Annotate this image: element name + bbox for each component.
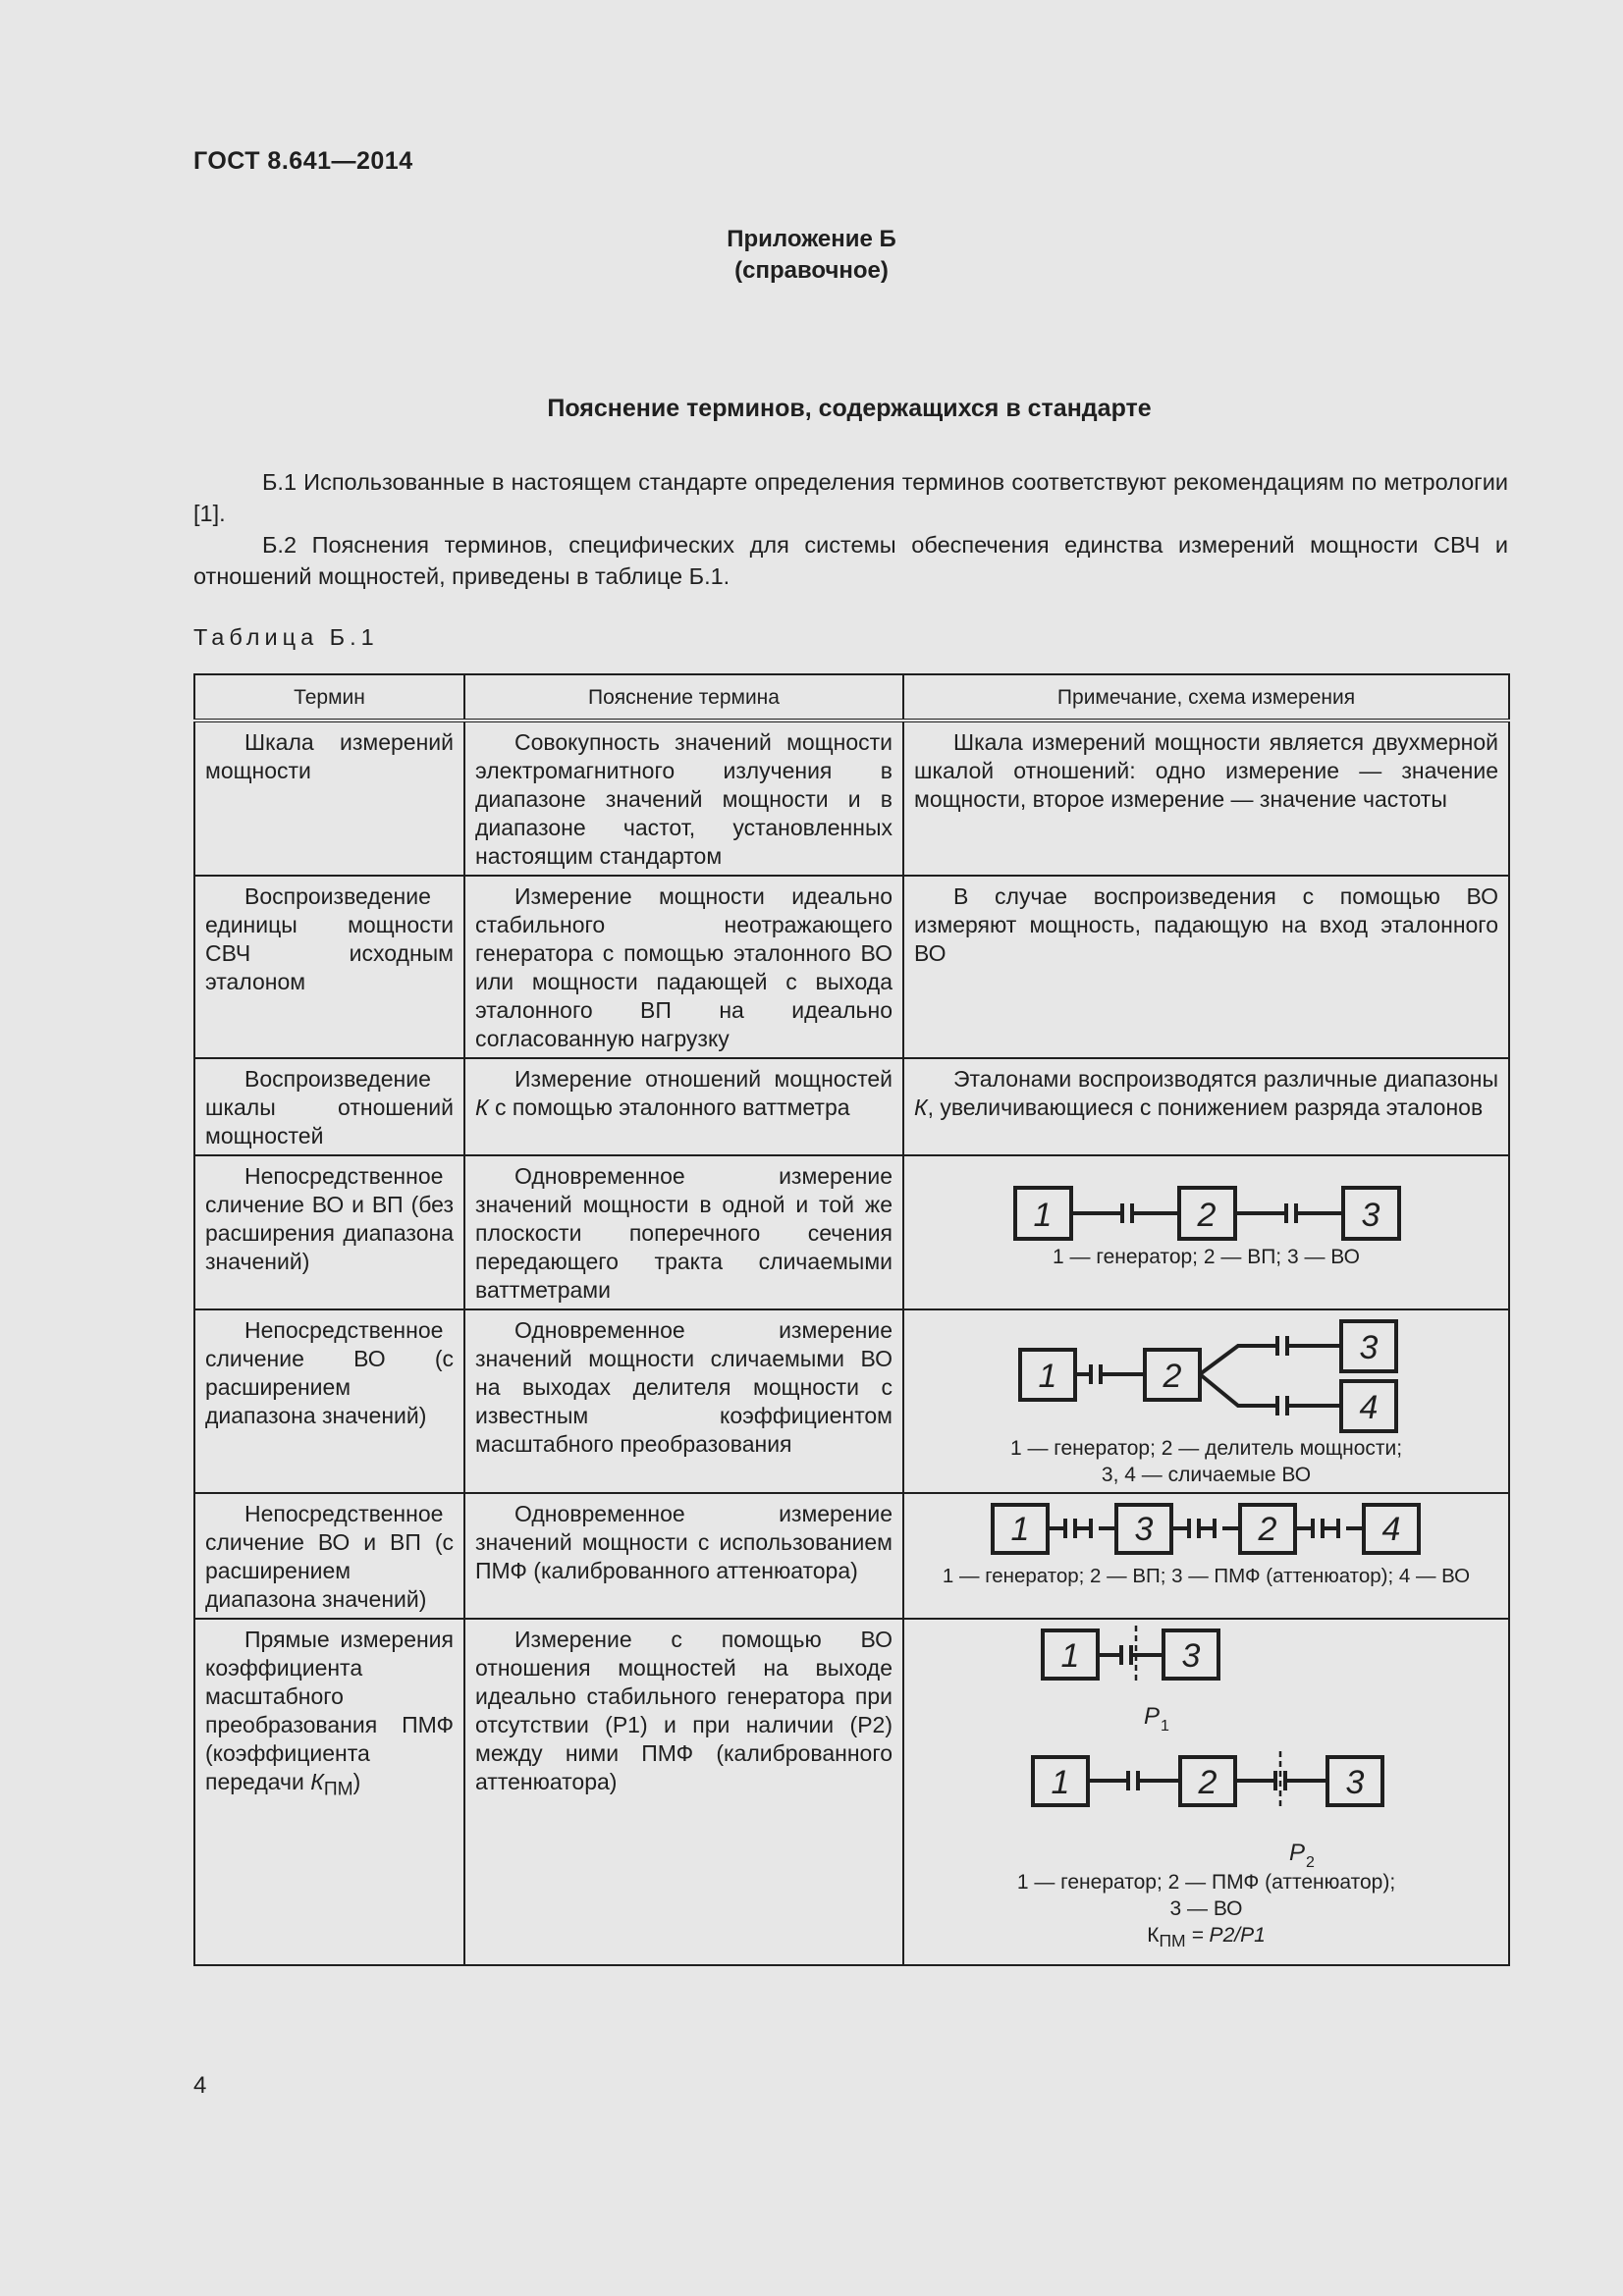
explanation-text: Совокупность значений мощности электромагнитного излучения в диапазоне значений мощности и в диапазоне частот, установленных настоящим стандартом [475,729,893,869]
explanation-text: Одновременное измерение значений мощности сличаемыми ВО на выходах делителя мощности с известным коэффициентом масштабного преобразования [475,1317,893,1457]
term-text: Шкала измерений мощности [205,729,454,783]
term-cell [194,1493,464,1619]
diagram-cell [903,1493,1509,1619]
paragraph-b2 [193,529,1508,592]
paragraph-b1 [193,466,1508,529]
box-label: 3 [1181,1637,1201,1675]
explanation-text: Одновременное измерение значений мощности с использованием ПМФ (калиброванного аттенюатора) [475,1501,893,1583]
terms-table [193,673,1510,1966]
term-text: Непосредственное сличение ВО (с расширением диапазона значений) [205,1317,454,1428]
box-label: 2 [1163,1358,1182,1395]
paragraph-b1-text: Б.1 Использованные в настоящем стандарте определения терминов соответствуют рекомендациям по метрологии [1]. [193,469,1508,526]
table-row [194,1309,1509,1493]
diagram-legend-line-2: 3 — ВО [1169,1897,1243,1920]
explanation-text: Одновременное измерение значений мощности в одной и той же плоскости поперечного сечения передающего тракта сличаемыми ваттметрами [475,1163,893,1303]
term-text: Непосредственное сличение ВО и ВП (без расширения диапазона значений) [205,1163,454,1274]
diagram-legend: 1 — генератор; 2 — ВП; 3 — ВО [1053,1246,1360,1268]
table-row [194,1155,1509,1309]
coefficient-formula [904,1922,1508,1954]
formula-sub: ПМ [1159,1931,1186,1951]
table-row [194,876,1509,1058]
explanation-cell [464,1619,903,1965]
explanation-text: Измерение с помощью ВО отношения мощностей на выходе идеально стабильного генератора при отсутствии (P1) и при наличии (P2) между ними ПМФ (калиброванного аттенюатора) [475,1627,893,1794]
explanation-cell [464,1155,903,1309]
formula-rest: = P2/P1 [1185,1924,1266,1947]
term-cell [194,721,464,876]
term-text: Непосредственное сличение ВО и ВП (с расширением диапазона значений) [205,1501,454,1612]
power-label-p2: P [1289,1840,1306,1866]
table-row [194,721,1509,876]
measurement-scheme-diagram [904,1156,1508,1307]
box-label: 2 [1198,1764,1217,1801]
term-text: Воспроизведение шкалы отношений мощностей [205,1066,454,1148]
note-text: В случае воспроизведения с помощью ВО измеряют мощность, падающую на вход эталонного ВО [914,883,1498,966]
box-label: 2 [1258,1511,1277,1548]
diagram-cell [903,1619,1509,1965]
table-header-row [194,674,1509,721]
box-label: 1 [1051,1764,1070,1801]
explanation-text-a: Измерение отношений мощностей [514,1066,893,1092]
power-label-p1: P [1144,1703,1161,1730]
table-row [194,1058,1509,1155]
appendix-title: Приложение Б [727,226,896,252]
appendix-subtitle: (справочное) [734,257,889,284]
term-text-a: Прямые измерения коэффициента масштабного преобразования ПМФ (коэффициента передачи [205,1627,454,1794]
note-cell [903,876,1509,1058]
document-header: ГОСТ 8.641—2014 [193,147,413,175]
symbol-k: К [475,1095,489,1120]
note-cell [903,1058,1509,1155]
subscript-pm: ПМ [323,1779,353,1800]
diagram-legend-line-1: 1 — генератор; 2 — делитель мощности; [1009,1437,1403,1460]
explanation-cell [464,721,903,876]
explanation-text-b: с помощью эталонного ваттметра [488,1095,850,1120]
power-label-p2-sub: 2 [1306,1854,1315,1871]
term-text-b: ) [352,1769,361,1794]
note-text-b: , увеличивающиеся с понижением разряда эталонов [927,1095,1484,1120]
column-header-note: Примечание, схема измерения [903,674,1509,721]
box-label: 4 [1359,1389,1379,1426]
explanation-cell [464,876,903,1058]
column-header-explanation: Пояснение термина [464,674,903,721]
attenuator-scheme-diagram [904,1494,1508,1618]
explanation-cell [464,1493,903,1619]
term-cell [194,1155,464,1309]
diagram-legend-line-2: 3, 4 — сличаемые ВО [1101,1464,1312,1486]
box-label: 2 [1197,1197,1217,1234]
box-label: 3 [1134,1511,1154,1548]
diagram-cell [903,1309,1509,1493]
note-text: Шкала измерений мощности является двухмерной шкалой отношений: одно измерение — значение мощности, второе измерение — значение частоты [914,729,1498,812]
box-label: 1 [1038,1358,1057,1395]
term-cell [194,1619,464,1965]
term-cell [194,1058,464,1155]
table-row [194,1493,1509,1619]
page-number: 4 [193,2072,207,2099]
box-label: 4 [1381,1511,1401,1548]
box-label: 1 [1033,1197,1053,1234]
box-label: 3 [1345,1764,1365,1801]
table-row [194,1619,1509,1965]
symbol-k: К [914,1095,928,1120]
note-cell [903,721,1509,876]
box-label: 1 [1060,1637,1080,1675]
diagram-legend-line-1: 1 — генератор; 2 — ПМФ (аттенюатор); [1016,1871,1396,1894]
explanation-cell [464,1309,903,1493]
note-text-a: Эталонами воспроизводятся различные диапазоны [953,1066,1498,1092]
table-caption: Таблица Б.1 [193,624,379,650]
paragraph-b2-text: Б.2 Пояснения терминов, специфических для системы обеспечения единства измерений мощности СВЧ и отношений мощностей, приведены в таблице Б.1. [193,532,1508,589]
power-label-p1-sub: 1 [1161,1718,1169,1735]
box-label: 3 [1359,1329,1379,1366]
box-label: 1 [1010,1511,1030,1548]
section-title: Пояснение терминов, содержащихся в стандарте [547,395,1152,422]
explanation-cell [464,1058,903,1155]
explanation-text: Измерение мощности идеально стабильного неотражающего генератора с помощью эталонного ВО или мощности падающей с выхода эталонного ВП на идеально согласованную нагрузку [475,883,893,1051]
formula-k: К [1147,1924,1160,1947]
term-cell [194,1309,464,1493]
diagram-cell [903,1155,1509,1309]
symbol-k: К [310,1769,324,1794]
term-text: Воспроизведение единицы мощности СВЧ исходным эталоном [205,883,454,994]
box-label: 3 [1361,1197,1380,1234]
term-cell [194,876,464,1058]
diagram-legend: 1 — генератор; 2 — ВП; 3 — ПМФ (аттенюатор); 4 — ВО [942,1565,1471,1587]
column-header-term: Термин [194,674,464,721]
